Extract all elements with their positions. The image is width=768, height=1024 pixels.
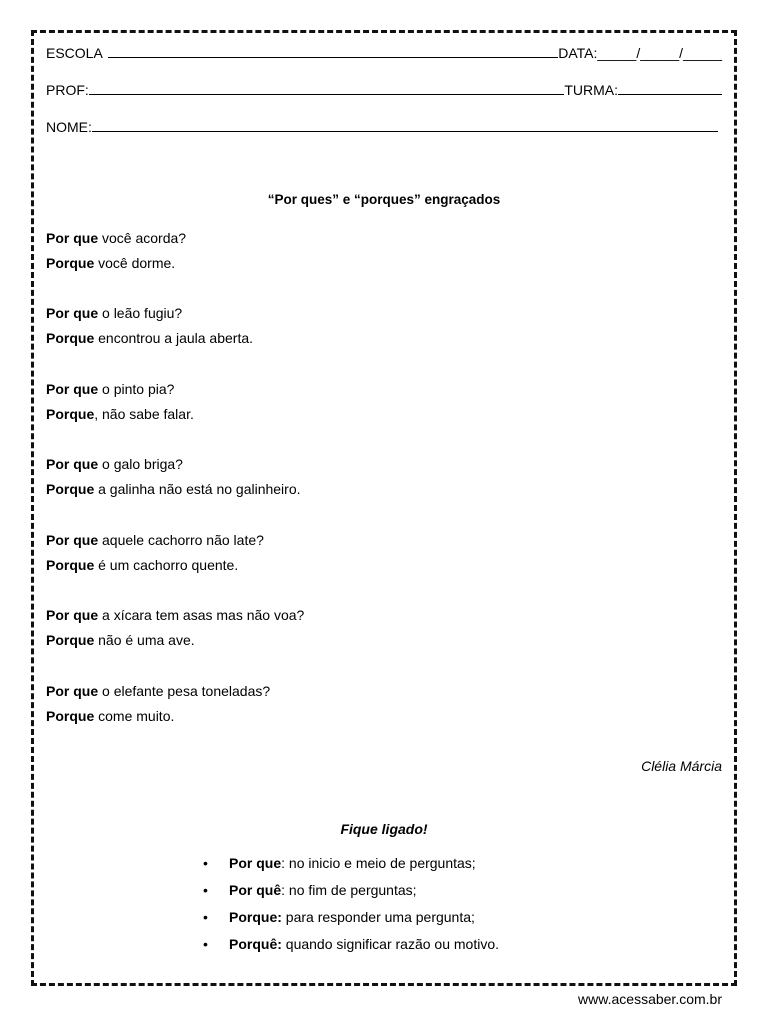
prof-label: PROF: [46,82,89,98]
page-title: “Por ques” e “porques” engraçados [267,192,501,207]
answer-line [46,251,186,276]
list-item [203,882,499,909]
tips-list [203,855,499,963]
question-text: aquele cachorro não late? [98,532,264,548]
date-separator: / [679,45,684,61]
date-month-blank: _____ [640,45,680,61]
answer-keyword: Porque [46,406,95,422]
question-answer-pair [46,377,194,427]
answer-text: é um cachorro quente. [94,557,239,573]
date-day-blank: _____ [597,45,637,61]
question-answer-pair [46,603,304,653]
answer-line [46,402,194,427]
tip-keyword: Por que [229,855,282,871]
escola-line [46,44,722,62]
list-item [203,909,499,936]
question-keyword: Por que [46,532,99,548]
escola-label: ESCOLA [46,45,103,61]
tip-text: quando significar razão ou motivo. [281,936,500,952]
question-answer-pair [46,301,253,351]
data-label: DATA: [558,45,598,61]
nome-label: NOME: [46,119,92,135]
list-item [203,855,499,882]
escola-blank [108,57,558,58]
question-keyword: Por que [46,230,99,246]
date-year-blank: _____ [683,45,722,61]
tip-keyword: Porque: [229,909,282,925]
tip-keyword: Porquê: [229,936,282,952]
answer-keyword: Porque [46,708,95,724]
question-answer-pair [46,452,301,502]
question-keyword: Por que [46,456,99,472]
answer-line [46,477,301,502]
turma-label: TURMA: [564,82,618,98]
answer-keyword: Porque [46,255,95,271]
answer-line [46,704,270,729]
question-keyword: Por que [46,607,99,623]
question-keyword: Por que [46,305,99,321]
tip-text: : no inicio e meio de perguntas; [281,855,476,871]
list-item [203,936,499,963]
question-text: o pinto pia? [98,381,175,397]
answer-keyword: Porque [46,330,95,346]
footer-url: www.acessaber.com.br [578,991,722,1007]
answer-line [46,553,264,578]
question-answer-pair [46,528,264,578]
answer-text: , não sabe falar. [94,406,194,422]
prof-blank [89,94,565,95]
question-line [46,452,301,477]
answer-text: encontrou a jaula aberta. [94,330,254,346]
tip-heading: Fique ligado! [340,821,428,837]
author-signature: Clélia Márcia [641,758,722,774]
answer-keyword: Porque [46,632,95,648]
tip-keyword: Por quê [229,882,282,898]
question-keyword: Por que [46,381,99,397]
answer-text: você dorme. [94,255,176,271]
bullet-icon: • [203,936,208,952]
question-line [46,603,304,628]
nome-line [46,118,718,136]
nome-blank [92,131,718,132]
answer-line [46,628,304,653]
answer-text: come muito. [94,708,175,724]
question-line [46,226,186,251]
worksheet-border [31,30,737,986]
answer-line [46,326,253,351]
question-line [46,679,270,704]
question-keyword: Por que [46,683,99,699]
question-text: o elefante pesa toneladas? [98,683,271,699]
bullet-icon: • [203,855,208,871]
date-separator: / [636,45,641,61]
question-text: o galo briga? [98,456,183,472]
bullet-icon: • [203,882,208,898]
answer-text: não é uma ave. [94,632,195,648]
question-line [46,377,194,402]
prof-line [46,81,722,99]
turma-blank [618,94,722,95]
question-text: você acorda? [98,230,187,246]
answer-keyword: Porque [46,557,95,573]
question-answer-pair [46,679,270,729]
question-text: o leão fugiu? [98,305,183,321]
tip-text: para responder uma pergunta; [281,909,475,925]
question-line [46,301,253,326]
answer-text: a galinha não está no galinheiro. [94,481,301,497]
question-answer-pair [46,226,186,276]
tip-text: : no fim de perguntas; [281,882,417,898]
bullet-icon: • [203,909,208,925]
question-text: a xícara tem asas mas não voa? [98,607,305,623]
question-line [46,528,264,553]
answer-keyword: Porque [46,481,95,497]
